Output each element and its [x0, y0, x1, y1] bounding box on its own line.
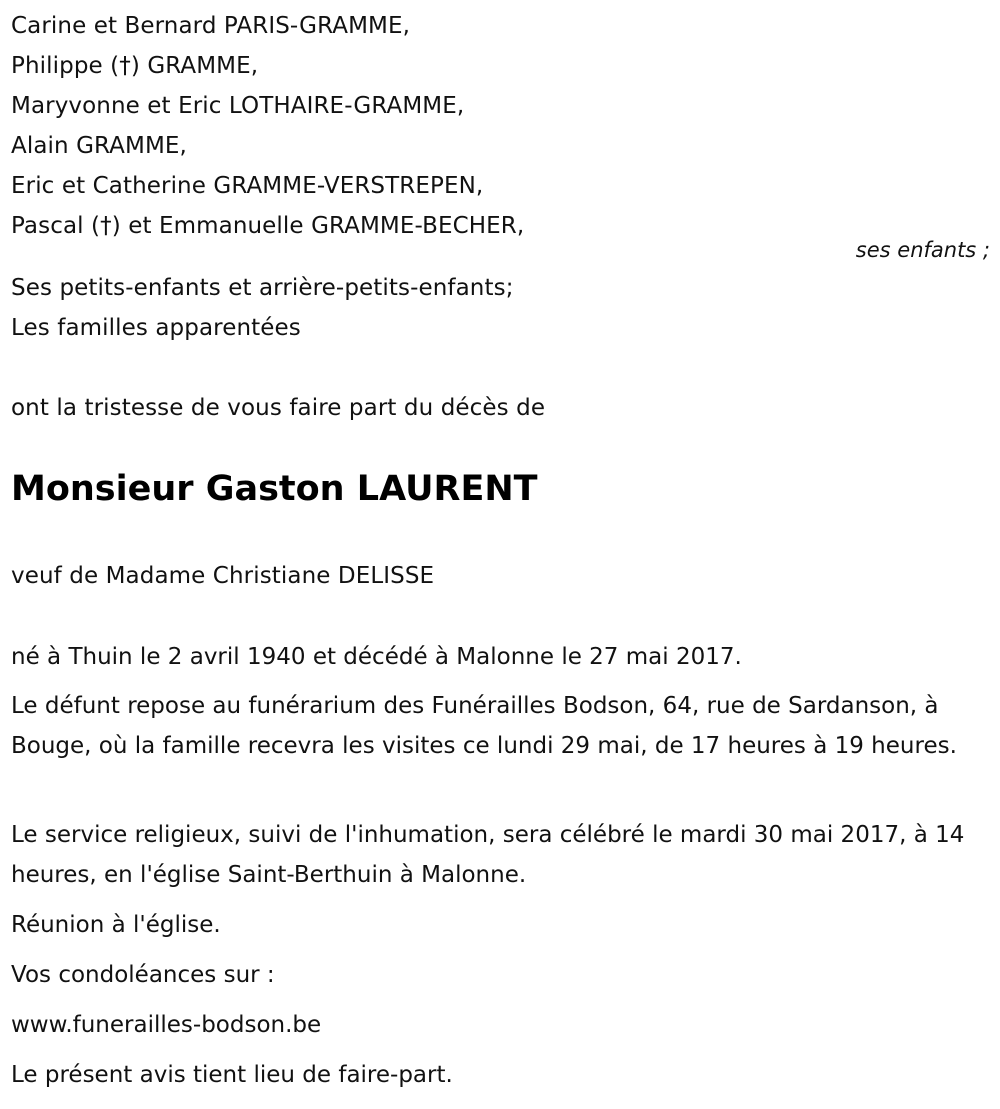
child-line: Pascal (†) et Emmanuelle GRAMME-BECHER,: [11, 213, 525, 239]
birth-death-paragraph: né à Thuin le 2 avril 1940 et décédé à Malonne le 27 mai 2017.: [11, 644, 742, 670]
children-caption: ses enfants ;: [855, 238, 990, 262]
child-line: Carine et Bernard PARIS-GRAMME,: [11, 13, 411, 39]
condolences-label: Vos condoléances sur :: [11, 962, 275, 988]
condolences-site-line: [11, 1005, 996, 1045]
closing-paragraph: Le présent avis tient lieu de faire-part.: [11, 1062, 453, 1088]
child-line: Maryvonne et Eric LOTHAIRE-GRAMME,: [11, 93, 465, 119]
child-line: Alain GRAMME,: [11, 133, 187, 159]
announcement-intro: ont la tristesse de vous faire part du décès de: [11, 395, 546, 421]
visitation-paragraph: Le défunt repose au funérarium des Funérailles Bodson, 64, rue de Sardanson, à Bouge, où la famille recevra les visites ce lundi 29 mai, de 17 heures à 19 heures.: [11, 693, 957, 759]
gathering-paragraph: Réunion à l'église.: [11, 912, 221, 938]
child-line: Philippe (†) GRAMME,: [11, 53, 259, 79]
widower-line: veuf de Madame Christiane DELISSE: [11, 563, 435, 589]
condolences-site-link[interactable]: www.funerailles-bodson.be: [11, 1012, 322, 1038]
related-families-line: Les familles apparentées: [11, 315, 301, 341]
service-paragraph: Le service religieux, suivi de l'inhumation, sera célébré le mardi 30 mai 2017, à 14 heures, en l'église Saint-Berthuin à Malonne.: [11, 822, 965, 888]
child-line: Eric et Catherine GRAMME-VERSTREPEN,: [11, 173, 484, 199]
grandchildren-line: Ses petits-enfants et arrière-petits-enfants;: [11, 275, 514, 301]
deceased-name: Monsieur Gaston LAURENT: [11, 469, 538, 509]
